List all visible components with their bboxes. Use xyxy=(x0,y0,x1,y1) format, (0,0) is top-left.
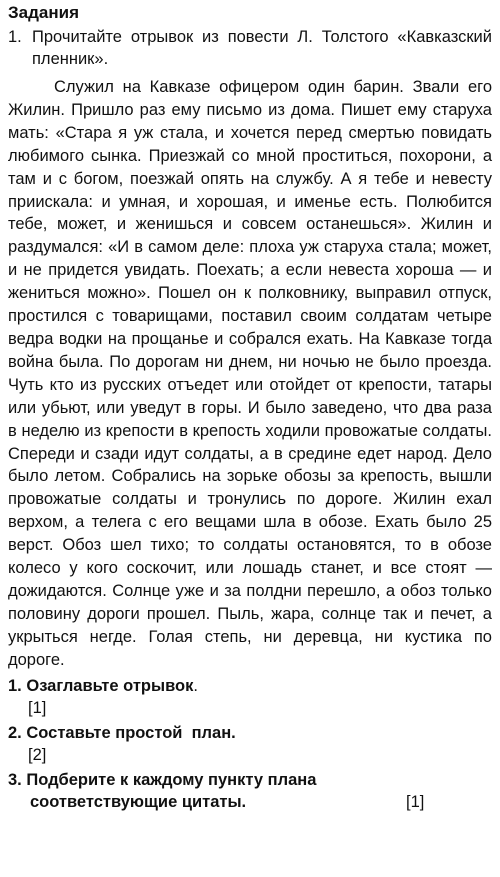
question-3-line1: Подберите к каждому пункту плана xyxy=(26,770,317,789)
question-1-text: Озаглавьте отрывок xyxy=(26,676,194,695)
task-text: Прочитайте отрывок из повести Л. Толстого «Кавказский пленник». xyxy=(32,28,492,68)
question-3-number: 3. xyxy=(8,770,22,789)
question-2-text: Составьте простой план. xyxy=(26,723,236,742)
question-2-mark: [2] xyxy=(28,745,47,764)
story-passage: Служил на Кавказе офицером один барин. Звали его Жилин. Пришло раз ему письмо из дома. Пишет ему старуха мать: «Стара я уж стала, и хочется перед смертью повидать любимого сынка. Приезжай со мной проститься, похорони, а там и с богом, поезжай опять на службу. А я тебе и невесту приискала: и умная, и хорошая, и именье есть. Полюбится тебе, может, и женишься и совсем останешься». Жилин и раздумался: «И в самом деле: плоха уж старуха стала; может, и не придется увидать. Поехать; а если невеста хороша — и жениться можно». Пошел он к полковнику, выправил отпуск, простился с товарищами, поставил своим солдатам четыре ведра водки на прощанье и собрался ехать. На Кавказе тогда война была. По дорогам ни днем, ни ночью не было проезда. Чуть кто из русских отъедет или отойдет от крепости, татары или убьют, или уведут в горы. И было заведено, что два раза в неделю из крепости в крепость ходили провожатые солдаты. Спереди и сзади идут солдаты, а в средине едет народ. Дело было летом. Собрались на зорьке обозы за крепость, вышли провожатые солдаты и тронулись по дороге. Жилин ехал верхом, а телега с его вещами шла в обозе. Ехать было 25 верст. Обоз шел тихо; то солдаты остановятся, то в обозе колесо у кого соскочит, или лошадь станет, и все стоят — дожидаются. Солнце уже и за полдни перешло, а обоз только половину дороги прошел. Пыль, жара, солнце так и печет, а укрыться негде. Голая степь, ни деревца, ни кустика по дороге. xyxy=(8,78,492,669)
question-3-line2: соответствующие цитаты. xyxy=(30,792,247,811)
question-3 xyxy=(8,769,492,813)
question-2 xyxy=(8,722,492,744)
question-1-mark: [1] xyxy=(28,698,47,717)
question-3-mark: [1] xyxy=(406,792,425,811)
task-instruction xyxy=(8,26,492,70)
question-2-number: 2. xyxy=(8,723,22,742)
page-heading: Задания xyxy=(8,3,79,22)
question-1-suffix: . xyxy=(193,676,198,695)
question-1 xyxy=(8,675,492,697)
question-1-number: 1. xyxy=(8,676,22,695)
task-number: 1. xyxy=(8,28,22,46)
